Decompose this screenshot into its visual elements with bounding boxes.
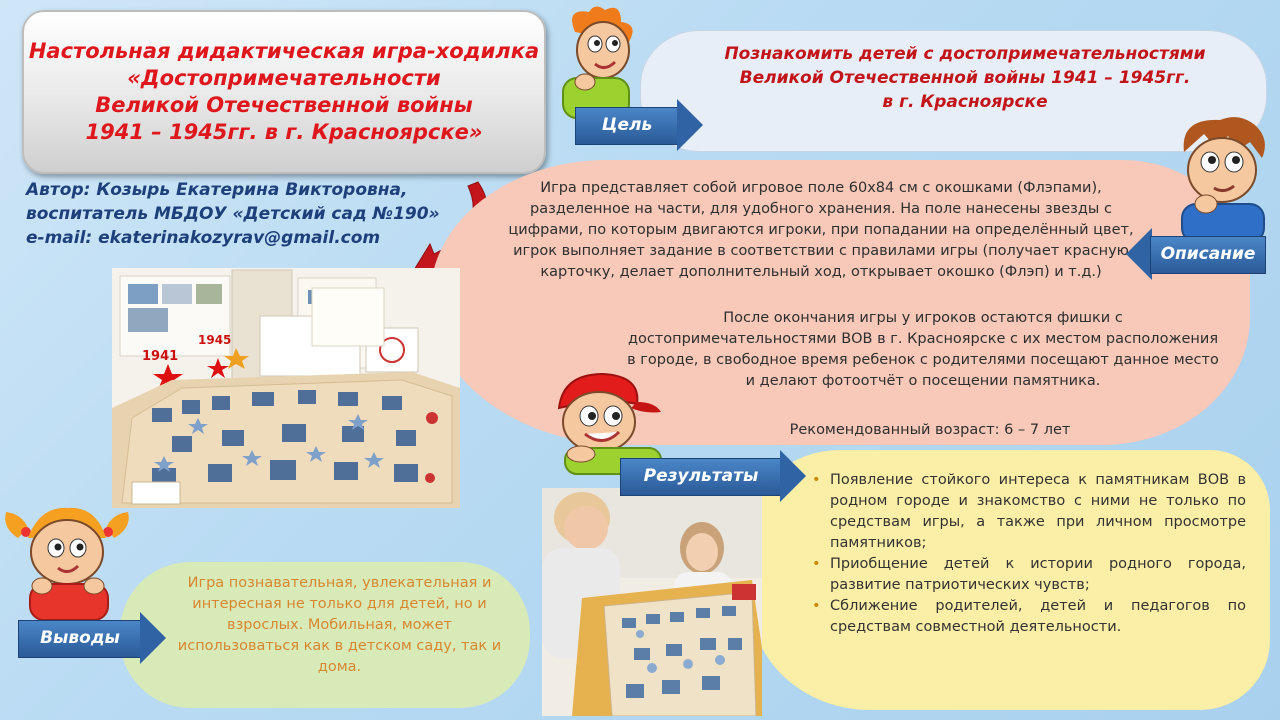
goal-text [680,42,1250,114]
kids-playing-illustration [542,488,762,716]
title-line-1: Настольная дидактическая игра-ходилка [28,39,540,63]
results-arrow-label [620,458,806,494]
results-label: Результаты [643,466,759,486]
boy-character-right-icon [1170,112,1274,242]
girl-pigtails-character-icon [0,498,140,620]
goal-line-1: Познакомить детей с достопримечательностями [724,44,1206,64]
recommended-age: Рекомендованный возраст: 6 – 7 лет [789,422,1071,438]
description-paragraph-1: Игра представляет собой игровое поле 60х84 см с окошками (Флэпами), разделенное на части, для удобного хранения. На поле нанесены звезды с цифрами, по которым двигаются игроки, при попадании на определённый цвет, игрок выполняет задание в соответствии с правилами игры (получает красную карточку, делает дополнительный ход, открывает окошко (Флэп) и т.д.) [508,180,1134,280]
goal-line-3: в г. Красноярске [882,92,1048,112]
description-paragraph-2: После окончания игры у игроков остаются фишки с достопримечательностями ВОВ в г. Красноярске с их местом расположения в городе, в свободное время ребенок с родителями посещают данное место и делают фотоотчёт о посещении памятника. [627,310,1219,389]
conclusions-label: Выводы [40,628,120,648]
goal-arrow-label [575,107,703,143]
author-position: воспитатель МБДОУ «Детский сад №190» [26,204,440,224]
title-card [22,10,546,174]
results-item-1: • Появление стойкого интереса к памятникам ВОВ в родном городе и знакомство с ними не только по средствам игры, а также при личном просмотре памятников; [810,470,1246,554]
results-list [810,470,1246,638]
kids-playing-photo [542,488,762,716]
goal-label: Цель [601,115,653,135]
author-name: Автор: Козырь Екатерина Викторовна, [26,180,408,200]
girl-character-top-icon [555,2,645,122]
conclusions-text: Игра познавательная, увлекательная и интересная не только для детей, но и взрослых. Мобильная, может использоваться как в детском саду, так и дома. [177,575,502,675]
board-game-illustration [112,268,460,508]
board-year-1945: 1945 [198,333,232,347]
description-arrow-label [1126,236,1266,272]
board-game-photo [112,268,460,508]
board-year-1941: 1941 [142,349,179,364]
conclusions-arrow-label [18,620,166,656]
results-item-3: • Сближение родителей, детей и педагогов по средствам совместной деятельности. [810,596,1246,638]
goal-line-2: Великой Отечественной войны 1941 – 1945гг. [739,68,1191,88]
results-item-2: • Приобщение детей к истории родного города, развитие патриотических чувств; [810,554,1246,596]
description-label: Описание [1160,244,1256,264]
title-line-4: 1941 – 1945гг. в г. Красноярске» [85,120,483,144]
title-line-2: «Достопримечательности [127,66,441,90]
title-line-3: Великой Отечественной войны [95,93,473,117]
author-email: e-mail: ekaterinakozyrav@gmail.com [26,228,381,248]
